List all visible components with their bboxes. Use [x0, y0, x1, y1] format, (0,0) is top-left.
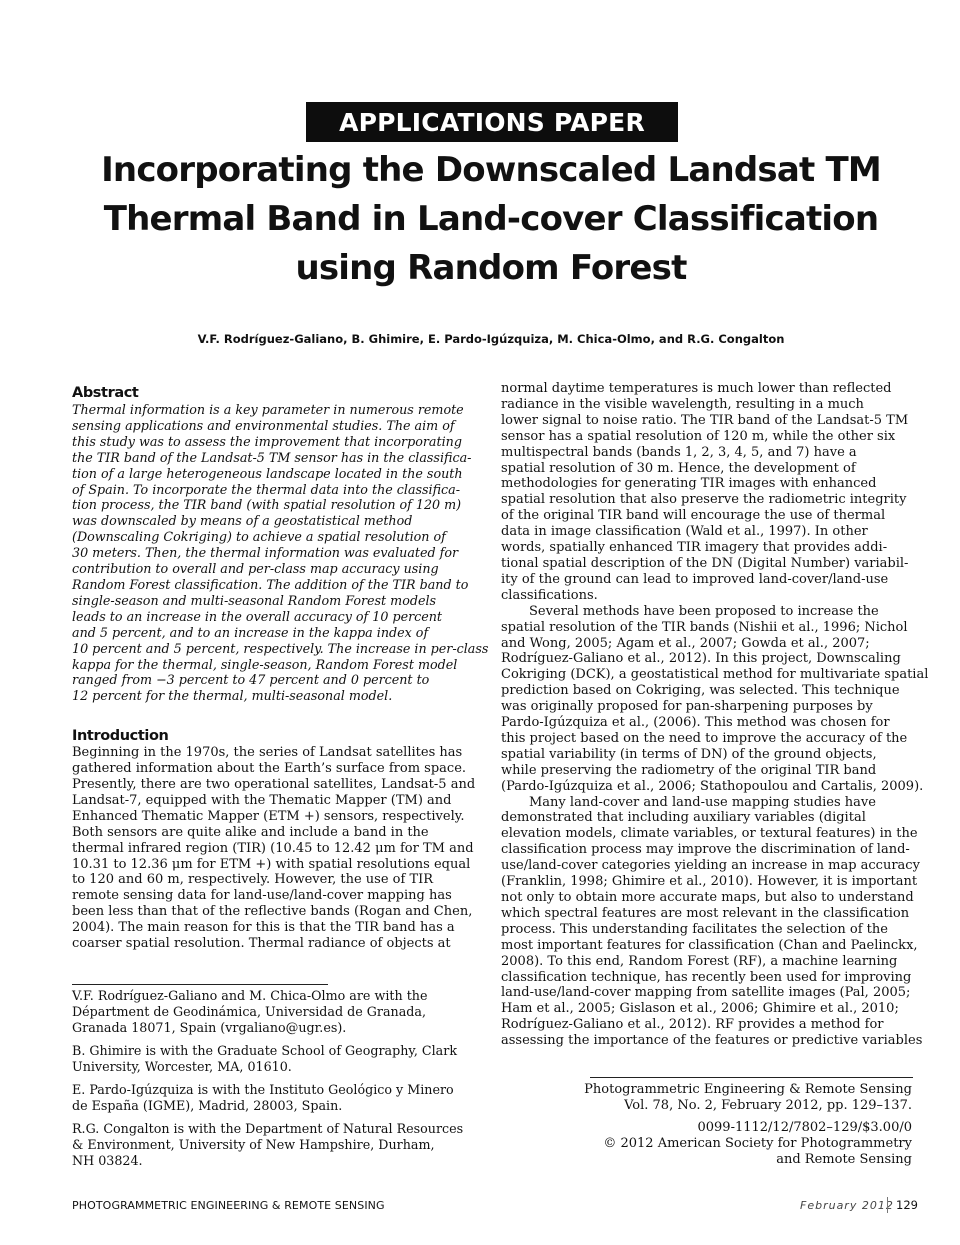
text-line: E. Pardo-Igúzquiza is with the Instituto Geológico y Minero — [72, 1082, 454, 1097]
text-line: & Environment, University of New Hampshire, Durham, — [72, 1137, 435, 1152]
text-line: to 120 and 60 m, respectively. However, the use of TIR — [72, 872, 434, 888]
paragraph — [501, 794, 923, 1050]
text-line: 2008). To this end, Random Forest (RF), a machine learning — [501, 953, 898, 969]
text-line: 30 meters. Then, the thermal information was evaluated for — [72, 545, 459, 561]
pubinfo-rule — [590, 1077, 913, 1078]
text-line: (Pardo-Igúzquiza et al., 2006; Stathopoulou and Cartalis, 2009). — [501, 778, 924, 794]
title-line: Incorporating the Downscaled Landsat TM — [101, 150, 881, 190]
footer-journal-name: PHOTOGRAMMETRIC ENGINEERING & REMOTE SENSING — [72, 1199, 385, 1212]
text-line: was downscaled by means of a geostatistical method — [72, 513, 413, 529]
paper-title — [60, 146, 922, 293]
text-line: spatial resolution of the TIR bands (Nishii et al., 1996; Nichol — [501, 619, 908, 635]
footer-date: February 2012 — [800, 1199, 894, 1212]
text-line: 0099-1112/12/7802–129/$3.00/0 — [697, 1120, 912, 1135]
text-line: Many land-cover and land-use mapping studies have — [529, 794, 876, 810]
text-line: University, Worcester, MA, 01610. — [72, 1059, 292, 1074]
footer-divider — [887, 1197, 888, 1213]
text-line: © 2012 American Society for Photogrammetry — [603, 1136, 912, 1151]
affiliation-note — [72, 1082, 492, 1114]
author-list: V.F. Rodríguez-Galiano, B. Ghimire, E. Pardo-Igúzquiza, M. Chica-Olmo, and R.G. Congalton — [197, 332, 785, 346]
affiliation-notes — [72, 988, 492, 1176]
affiliation-note — [72, 1043, 492, 1075]
text-line: and Wong, 2005; Agam et al., 2007; Gowda et al., 2007; — [501, 635, 870, 651]
text-line: coarser spatial resolution. Thermal radiance of objects at — [72, 936, 451, 952]
text-line: not only to obtain more accurate maps, but also to understand — [501, 890, 914, 905]
text-line: kappa for the thermal, single-season, Random Forest model — [72, 656, 458, 672]
text-line: Both sensors are quite alike and include a band in the — [72, 824, 429, 840]
left-column — [72, 384, 489, 952]
text-line: while preserving the radiometry of the original TIR band — [501, 762, 877, 778]
text-line: Several methods have been proposed to increase the — [529, 603, 879, 619]
text-line: normal daytime temperatures is much lower than reflected — [501, 381, 892, 396]
text-line: 2004). The main reason for this is that the TIR band has a — [72, 920, 455, 936]
text-line: of the original TIR band will encourage the use of thermal — [501, 508, 886, 524]
text-line: spatial resolution of 30 m. Hence, the development of — [501, 460, 856, 476]
introduction-heading: Introduction — [72, 728, 169, 745]
text-line: multispectral bands (bands 1, 2, 3, 4, 5, and 7) have a — [501, 444, 857, 460]
text-line: Cokriging (DCK), a geostatistical method for multivariate spatial — [501, 667, 929, 683]
text-line: tional spatial description of the DN (Digital Number) variabil- — [501, 555, 909, 571]
text-line: spatial resolution that also preserve the radiometric integrity — [501, 492, 907, 508]
text-line: de España (IGME), Madrid, 28003, Spain. — [72, 1098, 343, 1113]
text-line: Rodríguez-Galiano et al., 2012). In this project, Downscaling — [501, 651, 901, 667]
text-line: land-use/land-cover mapping from satellite images (Pal, 2005; — [501, 985, 911, 1001]
text-line: B. Ghimire is with the Graduate School of Geography, Clark — [72, 1043, 458, 1058]
text-line: Enhanced Thematic Mapper (ETM +) sensors, respectively. — [72, 808, 465, 824]
text-line: contribution to overall and per-class map accuracy using — [72, 561, 439, 577]
text-line: (Franklin, 1998; Ghimire et al., 2010). However, it is important — [501, 874, 918, 890]
text-line: thermal infrared region (TIR) (10.45 to 12.42 μm for TM and — [72, 840, 474, 856]
text-line: (Downscaling Cokriging) to achieve a spatial resolution of — [72, 529, 446, 545]
title-line: Thermal Band in Land-cover Classification — [103, 199, 879, 239]
text-line: words, spatially enhanced TIR imagery that provides addi- — [501, 540, 888, 556]
copyright-notice — [560, 1120, 912, 1168]
text-line: elevation models, climate variables, or textural features) in the — [501, 826, 918, 842]
abstract-heading: Abstract — [72, 385, 139, 401]
text-line: lower signal to noise ratio. The TIR band of the Landsat-5 TM — [501, 412, 909, 428]
text-line: gathered information about the Earth’s surface from space. — [72, 761, 467, 777]
text-line: Vol. 78, No. 2, February 2012, pp. 129–137. — [624, 1098, 912, 1113]
text-line: radiance in the visible wavelength, resulting in a much — [501, 396, 864, 412]
text-line: tion process, the TIR band (with spatial resolution of 120 m) — [72, 497, 462, 513]
text-line: was originally proposed for pan-sharpening purposes by — [501, 699, 873, 715]
journal-citation — [560, 1082, 912, 1114]
text-line: sensor has a spatial resolution of 120 m, while the other six — [501, 428, 896, 444]
text-line: the TIR band of the Landsat-5 TM sensor has in the classifica- — [72, 449, 472, 465]
text-line: assessing the importance of the features or predictive variables — [501, 1033, 923, 1049]
text-line: Landsat-7, equipped with the Thematic Mapper (TM) and — [72, 792, 452, 808]
text-line: ranged from −3 percent to 47 percent and 0 percent to — [72, 672, 430, 688]
text-line: classification process may improve the discrimination of land- — [501, 842, 910, 858]
affiliation-note — [72, 1121, 492, 1169]
text-line: V.F. Rodríguez-Galiano and M. Chica-Olmo are with the — [72, 988, 428, 1003]
paragraph — [501, 381, 913, 604]
page-number: 129 — [896, 1198, 918, 1212]
text-line: single-season and multi-seasonal Random Forest models — [72, 592, 437, 608]
text-line: data in image classification (Wald et al., 1997). In other — [501, 524, 868, 540]
text-line: classification technique, has recently been used for improving — [501, 969, 912, 985]
text-line: Beginning in the 1970s, the series of Landsat satellites has — [72, 745, 463, 761]
text-line: demonstrated that including auxiliary variables (digital — [501, 810, 866, 826]
text-line: NH 03824. — [72, 1153, 143, 1168]
text-line: Photogrammetric Engineering & Remote Sensing — [584, 1082, 912, 1097]
text-line: prediction based on Cokriging, was selected. This technique — [501, 683, 900, 699]
text-line: sensing applications and environmental studies. The aim of — [72, 417, 455, 433]
text-line: use/land-cover categories yielding an increase in map accuracy — [501, 858, 920, 874]
text-line: remote sensing data for land-use/land-cover mapping has — [72, 888, 452, 904]
text-line: R.G. Congalton is with the Department of Natural Resources — [72, 1121, 464, 1136]
text-line: and Remote Sensing — [776, 1152, 912, 1167]
text-line: this project based on the need to improve the accuracy of the — [501, 730, 908, 746]
section-banner: APPLICATIONS PAPER — [306, 102, 678, 142]
text-line: 12 percent for the thermal, multi-seasonal model. — [72, 688, 393, 704]
text-line: Thermal information is a key parameter in numerous remote — [72, 402, 464, 417]
text-line: spatial variability (in terms of DN) of the ground objects, — [501, 746, 877, 762]
text-line: most important features for classification (Chan and Paelinckx, — [501, 937, 918, 953]
text-line: Départment de Geodinámica, Universidad de Granada, — [72, 1004, 427, 1019]
text-line: methodologies for generating TIR images with enhanced — [501, 476, 877, 492]
text-line: Granada 18071, Spain (vrgaliano@ugr.es). — [72, 1020, 347, 1035]
text-line: Presently, there are two operational satellites, Landsat-5 and — [72, 777, 476, 793]
text-line: this study was to assess the improvement that incorporating — [72, 433, 462, 449]
affiliation-note — [72, 988, 492, 1036]
text-line: tion of a large heterogeneous landscape located in the south — [72, 465, 463, 481]
paragraph — [501, 603, 929, 795]
publication-info — [560, 1082, 912, 1174]
introduction-text — [72, 745, 482, 952]
text-line: Pardo-Igúzquiza et al., (2006). This method was chosen for — [501, 715, 890, 731]
abstract-text — [72, 402, 489, 704]
text-line: Rodríguez-Galiano et al., 2012). RF provides a method for — [501, 1017, 884, 1033]
text-line: leads to an increase in the overall accuracy of 10 percent — [72, 608, 443, 624]
title-line: using Random Forest — [295, 248, 687, 288]
right-column — [501, 381, 929, 1049]
text-line: of Spain. To incorporate the thermal data into the classifica- — [72, 481, 461, 497]
text-line: Random Forest classification. The addition of the TIR band to — [72, 576, 469, 592]
text-line: 10 percent and 5 percent, respectively. The increase in per-class — [72, 640, 489, 656]
text-line: and 5 percent, and to an increase in the kappa index of — [72, 624, 429, 640]
text-line: Ham et al., 2005; Gislason et al., 2006; Ghimire et al., 2010; — [501, 1001, 899, 1017]
text-line: classifications. — [501, 587, 598, 603]
text-line: 10.31 to 12.36 μm for ETM +) with spatial resolutions equal — [72, 856, 471, 872]
text-line: been less than that of the reflective bands (Rogan and Chen, — [72, 904, 473, 920]
text-line: process. This understanding facilitates the selection of the — [501, 921, 888, 937]
footnote-rule — [72, 984, 328, 985]
text-line: ity of the ground can lead to improved land-cover/land-use — [501, 571, 889, 587]
text-line: which spectral features are most relevant in the classification — [501, 905, 910, 921]
